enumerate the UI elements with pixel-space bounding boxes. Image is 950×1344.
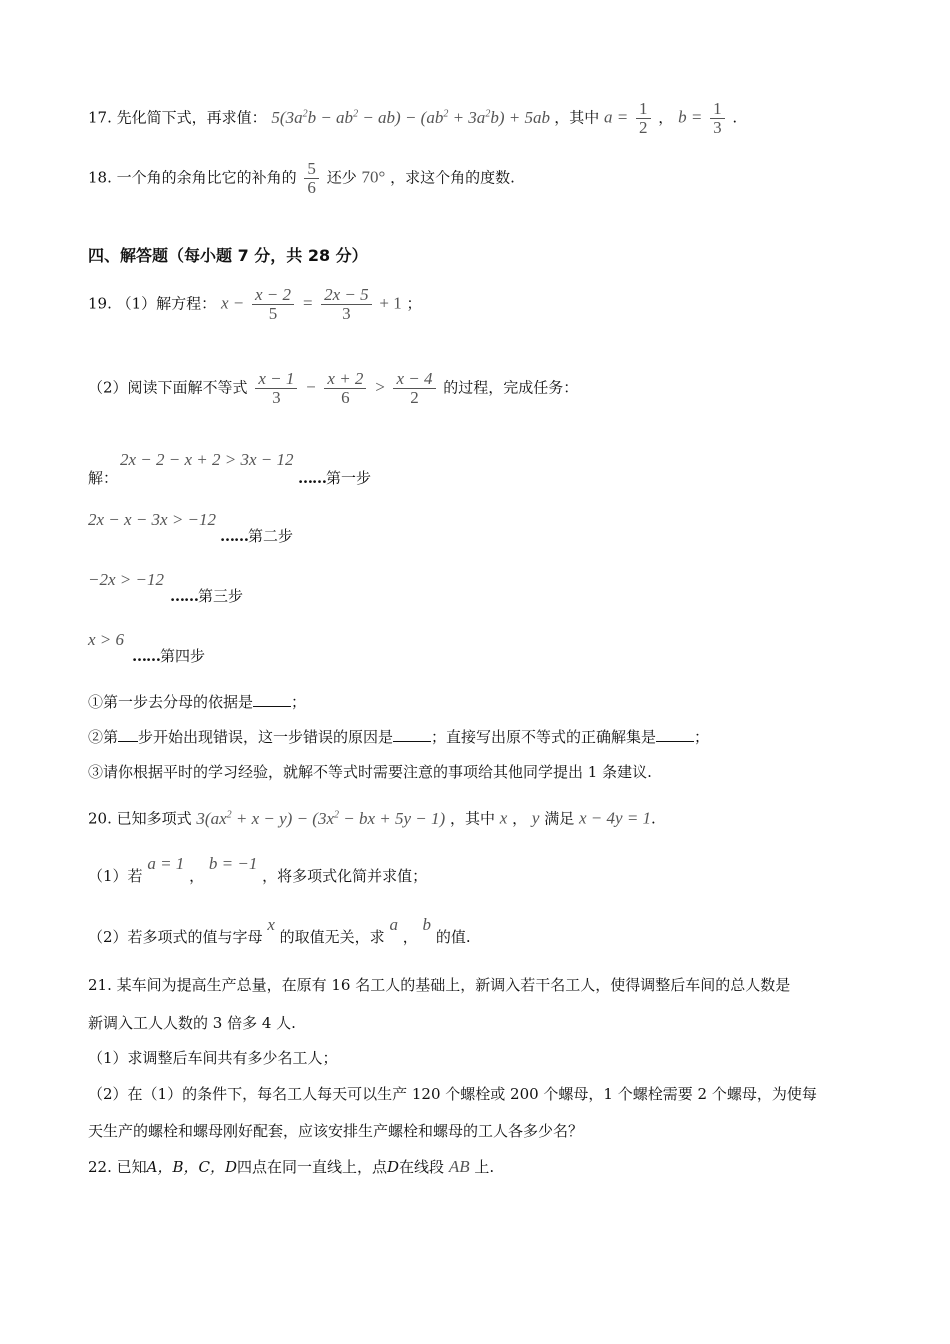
q17-a-frac: $\frac{1}{2}$ [636,100,651,137]
q19-p1-frac1: $\frac{x - 2}{5}$ [252,286,294,323]
q17-a-eq: a = [604,107,629,127]
q19-task3: ③请你根据平时的学习经验，就解不等式时需要注意的事项给其他同学提出 1 条建议. [88,763,652,781]
q20-expression: $3(ax^2 + x - y) - (3x^2$ − bx + 5y − 1) [196,808,446,828]
q20-part1: （1）若 a = 1 ， b = −1 ，将多项式化简并求值； [88,854,428,885]
q21-line4: （2）在（1）的条件下，每名工人每天可以生产 120 个螺栓或 200 个螺母，1 个螺栓需要 2 个螺母，为使每 [88,1085,817,1103]
q17-b-eq: b = [678,107,703,127]
answer-blank[interactable] [393,727,431,742]
q18-frac: $\frac{5}{6}$ [304,160,319,197]
q19-step1-expr: 2x − 2 − x + 2 > 3x − 12 [120,450,294,469]
q20-line: 20. 已知多项式 $3(ax^2 + x - y) - (3x^2$ − bx + 5y − 1) ，其中 x ， y 满足 x − 4y = 1. [88,808,656,828]
q19-part2: （2）阅读下面解不等式 $\frac{x - 1}{3}$ − $\frac{x + 2}{6}$ > $\frac{x - 4}{2}$ 的过程，完成任务： [88,369,579,407]
q19-part1: 19. （1）解方程： x − $\frac{x - 2}{5}$ = $\frac{2x - 5}{3}$ + 1 ； [88,285,422,323]
q19-p2-frac2: $\frac{x + 2}{6}$ [324,370,366,407]
q19-step3-expr: −2x > −12 [88,570,164,589]
q18-prefix: 18. 一个角的余角比它的补角的 [88,168,297,187]
answer-blank[interactable] [253,692,291,707]
q19-step1-label: ……第一步 [298,469,372,487]
q19-task1: ①第一步去分母的依据是 ； [88,693,307,711]
q18-line: 18. 一个角的余角比它的补角的 $\frac{5}{6}$ 还少 70° ，求这个角的度数. [88,159,515,197]
answer-blank[interactable] [118,727,138,742]
q19-step4-label: ……第四步 [132,647,206,665]
answer-blank[interactable] [656,727,694,742]
q19-step2-label: ……第二步 [220,527,294,545]
q21-line3: （1）求调整后车间共有多少名工人； [88,1049,338,1067]
q17-prefix: 17. 先化简下式，再求值： [88,108,267,127]
q17-line: 17. 先化简下式，再求值： $5(3a^2b - ab^2 - ab) - (ab^2 + 3a^2b) + 5ab$ ，其中 a = $\frac{1}{2}$ ， b = $\frac{1}{3}$ . [88,99,738,137]
q19-p1-frac2: $\frac{2x - 5}{3}$ [321,286,372,323]
q21-line1: 21. 某车间为提高生产总量，在原有 16 名工人的基础上，新调入若干名工人，使得调整后车间的总人数是 [88,976,791,994]
section4-title: 四、解答题（每小题 7 分，共 28 分） [88,246,368,265]
q21-line2: 新调入工人人数的 3 倍多 4 人. [88,1014,296,1032]
q19-p2-frac3: $\frac{x - 4}{2}$ [393,370,435,407]
q19-step3-label: ……第三步 [170,587,244,605]
q17-expression: $5(3a^2b - ab^2 - ab) - (ab^2 + 3a^2b) + 5ab$ [271,107,550,127]
q22-line: 22. 已知A，B，C，D四点在同一直线上，点D在线段 AB 上. [88,1157,495,1176]
q18-angle: 70° [361,167,386,187]
q20-part2: （2）若多项式的值与字母 x 的取值无关，求 a ， b 的值. [88,915,471,946]
q19-task2: ②第 步开始出现错误，这一步错误的原因是 ；直接写出原不等式的正确解集是 ； [88,728,710,746]
q19-step2-expr: 2x − x − 3x > −12 [88,510,217,529]
q17-mid: ，其中 [554,108,600,127]
q19-p2-frac1: $\frac{x - 1}{3}$ [255,370,297,407]
q17-b-frac: $\frac{1}{3}$ [710,100,725,137]
q19-step4-expr: x > 6 [88,630,125,649]
q21-line5: 天生产的螺栓和螺母刚好配套，应该安排生产螺栓和螺母的工人各多少名？ [88,1122,584,1140]
q19-solve-label: 解： [88,469,119,487]
